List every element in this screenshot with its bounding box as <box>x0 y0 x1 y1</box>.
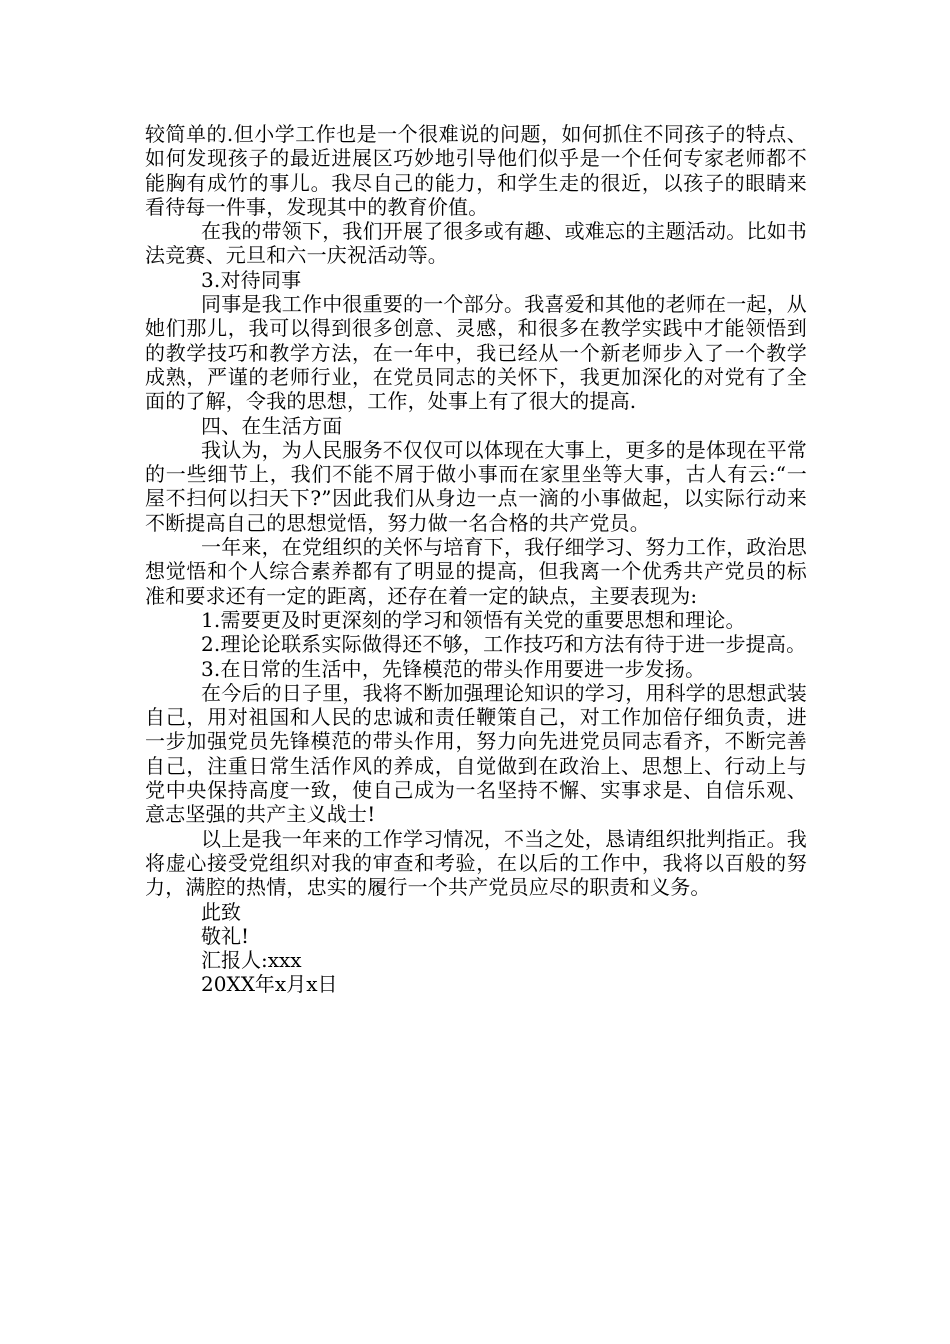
paragraph: 较简单的.但小学工作也是一个很难说的问题，如何抓住不同孩子的特点、如何发现孩子的最近进展区巧妙地引导他们似乎是一个任何专家老师都不能胸有成竹的事儿。我尽自己的能力，和学生走的很近，以孩子的眼睛来看待每一件事，发现其中的教育价值。 <box>145 122 807 219</box>
paragraph: 以上是我一年来的工作学习情况，不当之处，恳请组织批判指正。我将虚心接受党组织对我的审查和考验，在以后的工作中，我将以百般的努力，满腔的热情，忠实的履行一个共产党员应尽的职责和义务。 <box>145 826 807 900</box>
paragraph: 在今后的日子里，我将不断加强理论知识的学习，用科学的思想武装自己，用对祖国和人民的忠诚和责任鞭策自己，对工作加倍仔细负责，进一步加强党员先锋模范的带头作用，努力向先进党员同志看齐，不断完善自己，注重日常生活作风的养成，自觉做到在政治上、思想上、行动上与党中央保持高度一致，使自己成为一名坚持不懈、实事求是、自信乐观、意志坚强的共产主义战士! <box>145 680 807 827</box>
document-body <box>145 122 807 997</box>
closing-regards: 敬礼! <box>201 923 250 948</box>
section-heading: 四、在生活方面 <box>201 413 343 438</box>
report-date: 20XX年x月x日 <box>201 972 338 997</box>
list-item: 3.在日常的生活中，先锋模范的带头作用要进一步发扬。 <box>201 656 706 681</box>
closing-salutation: 此致 <box>201 899 241 924</box>
list-item: 2.理论论联系实际做得还不够，工作技巧和方法有待于进一步提高。 <box>201 632 807 657</box>
paragraph: 一年来，在党组织的关怀与培育下，我仔细学习、努力工作，政治思想觉悟和个人综合素养都有了明显的提高，但我离一个优秀共产党员的标准和要求还有一定的距离，还存在着一定的缺点，主要表现为: <box>145 535 807 608</box>
list-item: 1.需要更及时更深刻的学习和领悟有关党的重要思想和理论。 <box>201 607 746 632</box>
paragraph: 同事是我工作中很重要的一个部分。我喜爱和其他的老师在一起，从她们那儿，我可以得到很多创意、灵感，和很多在教学实践中才能领悟到的教学技巧和教学方法，在一年中，我已经从一个新老师步入了一个教学成熟，严谨的老师行业，在党员同志的关怀下，我更加深化的对党有了全面的了解，令我的思想，工作，处事上有了很大的提高. <box>145 292 807 414</box>
reporter-signature: 汇报人:xxx <box>201 948 302 973</box>
section-heading: 3.对待同事 <box>201 267 302 292</box>
paragraph: 我认为，为人民服务不仅仅可以体现在大事上，更多的是体现在平常的一些细节上，我们不能不屑于做小事而在家里坐等大事，古人有云:“一屋不扫何以扫天下?”因此我们从身边一点一滴的小事做起，以实际行动来不断提高自己的思想觉悟，努力做一名合格的共产党员。 <box>145 437 807 535</box>
paragraph: 在我的带领下，我们开展了很多或有趣、或难忘的主题活动。比如书法竞赛、元旦和六一庆祝活动等。 <box>145 219 807 268</box>
